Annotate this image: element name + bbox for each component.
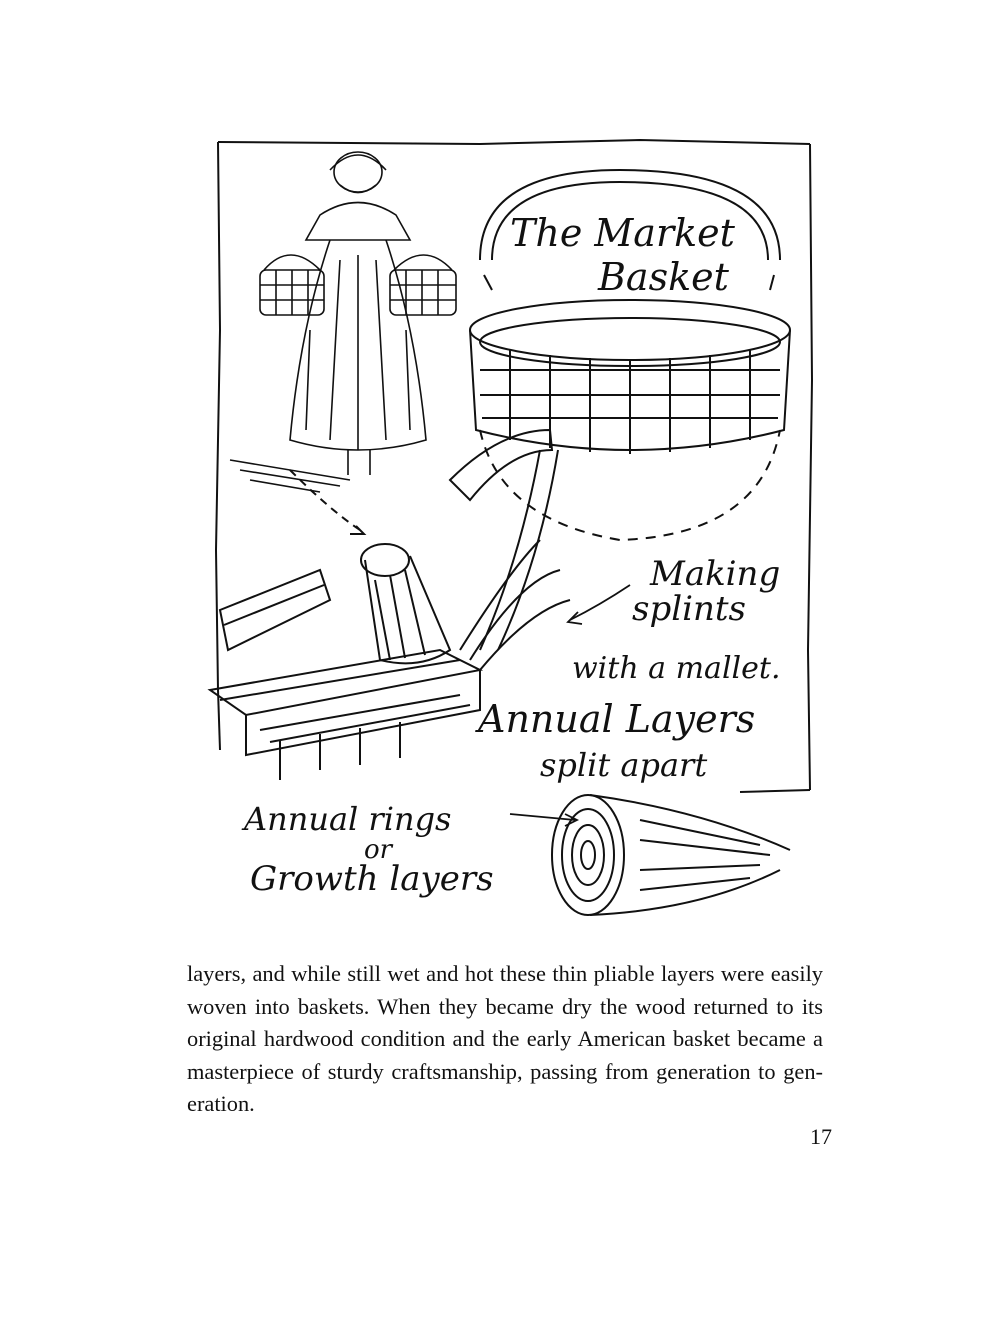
body-line: original hardwood condition and the early American basket became a	[187, 1026, 823, 1051]
log-rings-drawing	[552, 795, 790, 915]
caption-rings-line-2: or	[364, 835, 393, 865]
caption-making-line-1: Making	[650, 554, 781, 594]
caption-making-line-2: splints	[632, 589, 746, 629]
caption-layers-line-2: split apart	[540, 746, 708, 784]
body-paragraph	[187, 958, 823, 1121]
woman-figure-drawing	[230, 152, 456, 492]
caption-rings-line-3: Growth layers	[250, 859, 494, 899]
market-basket-illustration	[180, 130, 820, 930]
body-line: woven into baskets. When they became dry the wood returned to its	[187, 993, 823, 1019]
page-number: 17	[810, 1124, 832, 1149]
caption-layers-line-1: Annual Layers	[478, 697, 756, 741]
body-line: masterpiece of sturdy craftsmanship, passing from generation to gen-	[187, 1058, 823, 1084]
body-line: layers, and while still wet and hot these thin pliable layers were easily	[187, 961, 823, 986]
title-line-2: Basket	[598, 255, 729, 299]
body-line: eration.	[187, 1091, 255, 1116]
title-line-1: The Market	[510, 211, 735, 255]
caption-rings-line-1: Annual rings	[244, 800, 452, 838]
caption-making-line-3: with a mallet.	[572, 651, 781, 686]
